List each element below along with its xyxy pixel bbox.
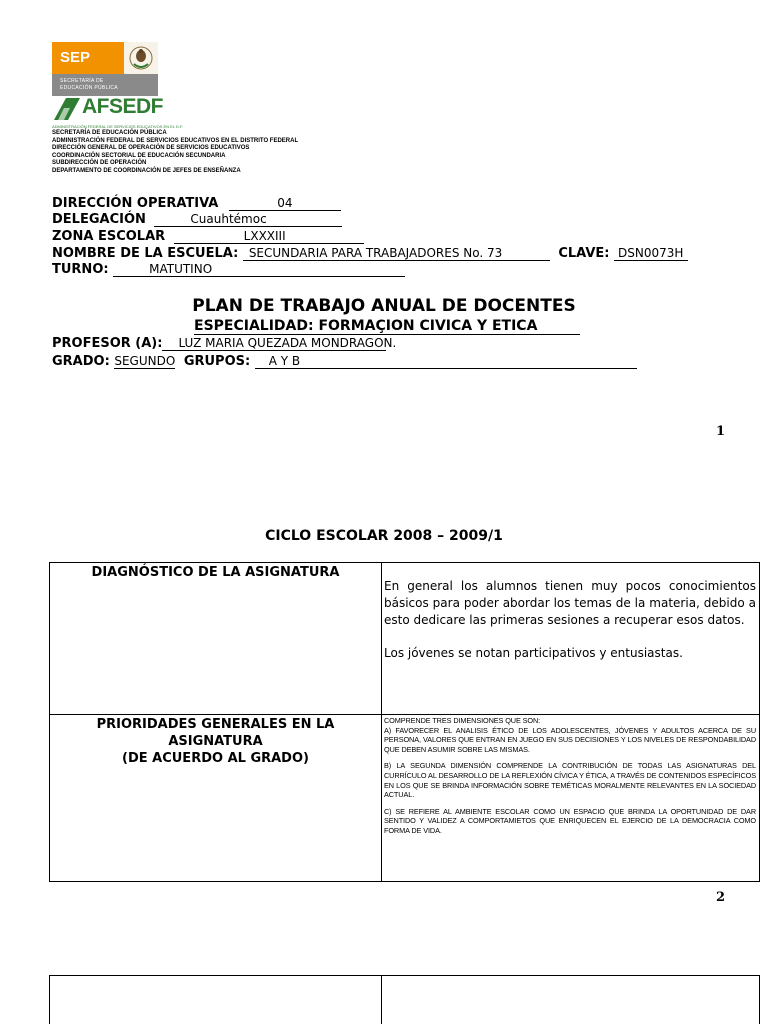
sep-subtitle [52,74,158,96]
prioridades-paragraph: C) SE REFIERE AL AMBIENTE ESCOLAR COMO UN ESPACIO QUE BRINDA LA OPORTUNIDAD DE DAR SENTIDO Y VALIDEZ A COMPORTAMIETOS QUE ENRIQUECEN EL EJERCIO DE LA DEMOCRACIA COMO FORMA DE VIDA. [384,806,756,835]
direccion-label: DIRECCIÓN OPERATIVA [52,196,219,211]
grado-label: GRADO [52,354,105,369]
ciclo-escolar-heading: CICLO ESCOLAR 2008 – 2009/1 [265,528,503,544]
profesor-label: PROFESOR (A) [52,336,158,351]
diagnostico-content [384,578,756,662]
turno-value: MATUTINO [113,263,405,277]
clave-label: CLAVE [558,246,605,261]
zona-label: ZONA ESCOLAR [52,229,166,244]
afsedf-logo-text: AFSEDF [82,95,163,118]
prioridades-heading-line: ASIGNATURA [168,734,263,749]
grupos-value: A Y B [255,355,637,369]
sep-logo [52,42,124,74]
prioridades-heading-line: (DE ACUERDO AL GRADO) [122,751,309,766]
institution-line: DIRECCIÓN GENERAL DE OPERACIÓN DE SERVICIOS EDUCATIVOS [52,145,250,152]
institution-line: SUBDIRECCIÓN DE OPERACIÓN [52,160,147,167]
profesor-field: PROFESOR (A): LUZ MARIA QUEZADA MONDRAGON. [52,336,397,351]
direccion-value: 04 [229,197,341,211]
turno-field: TURNO: MATUTINO [52,262,405,277]
sep-subtitle-line: SECRETARÍA DE [60,78,104,84]
institution-line: SECRETARÍA DE EDUCACIÓN PÚBLICA [52,130,167,136]
delegacion-field [52,212,342,227]
page-number: 1 [716,424,726,439]
prioridades-paragraph: B) LA SEGUNDA DIMENSIÓN COMPRENDE LA CONTRIBUCIÓN DE TODAS LAS ASIGNATURAS DEL CURRÍCULO AL DESARROLLO DE LA REFLEXIÓN CÍVICA Y ÉTICA, A TRAVÉS DE CONTENIDOS ESPECÍFICOS EN LOS QUE SE BRINDA INFORMACIÓN SOBRE TEMÉTICAS MORALMENTE RELEVANTES EN LA SOCIEDAD ACTUAL. [384,761,756,800]
clave-value: DSN0073H [614,247,688,261]
zona-value: LXXXIII [174,230,364,244]
prioridades-content [384,716,756,843]
mexico-seal-icon [124,42,158,74]
prioridades-paragraph: COMPRENDE TRES DIMENSIONES QUE SON: [384,716,541,725]
prioridades-heading-line: PRIORIDADES GENERALES EN LA [96,717,335,732]
escuela-label: NOMBRE DE LA ESCUELA [52,246,234,261]
prioridades-heading [52,716,379,767]
sep-logo-text: SEP [60,49,91,66]
institution-line: COORDINACIÓN SECTORIAL DE EDUCACIÓN SECUNDARIA [52,152,226,159]
diagnostico-heading: DIAGNÓSTICO DE LA ASIGNATURA [91,565,340,580]
grupos-label: GRUPOS [183,354,245,369]
next-table [49,975,760,1024]
nombre-escuela-field: NOMBRE DE LA ESCUELA: SECUNDARIA PARA TRABAJADORES No. 73 CLAVE: DSN0073H [52,246,688,261]
institution-lines [52,130,298,176]
institution-line: ADMINISTRACIÓN FEDERAL DE SERVICIOS EDUCATIVOS EN EL DISTRITO FEDERAL [52,137,299,144]
escuela-value: SECUNDARIA PARA TRABAJADORES No. 73 [243,247,550,261]
grado-grupos-field: GRADO: SEGUNDO GRUPOS: A Y B [52,354,637,369]
table-row-divider [50,714,759,715]
direccion-operativa-field [52,196,341,211]
grado-value: SEGUNDO [114,354,176,368]
delegacion-label: DELEGACIÓN [52,212,146,227]
institution-line: DEPARTAMENTO DE COORDINACIÓN DE JEFES DE ENSEÑANZA [52,167,241,174]
prioridades-paragraph: A) FAVORECER EL ANALISIS ÉTICO DE LOS ADOLESCENTES, JÓVENES Y ADULTOS ACERCA DE SU PERSONA, VALORES QUE ENTRAN EN JUEGO EN SUS DECISIONES Y LOS NIVELES DE RESPONDABILIDAD QUE DEBEN ASUMIR SOBRE LAS MISMAS. [384,725,756,754]
afsedf-tagline: ADMINISTRACIÓN FEDERAL DE SERVICIOS EDUCATIVOS EN EL D.F. [52,124,184,129]
diagnostico-paragraph: Los jóvenes se notan participativos y entusiastas. [384,646,683,660]
especialidad-heading: ESPECIALIDAD: FORMAÇION CIVICA Y ETICA [194,319,580,335]
page-number: 2 [716,890,726,905]
table-column-divider [381,563,382,881]
zona-escolar-field [52,229,364,244]
delegacion-value: Cuauhtémoc [154,213,342,227]
profesor-value: LUZ MARIA QUEZADA MONDRAGON. [162,337,386,351]
turno-label: TURNO [52,262,104,277]
sep-subtitle-line: EDUCACIÓN PÚBLICA [60,85,118,91]
page-title: PLAN DE TRABAJO ANUAL DE DOCENTES [192,296,576,316]
diagnostico-paragraph: En general los alumnos tienen muy pocos conocimientos básicos para poder abordar los temas de la materia, debido a esto dedicare las primeras sesiones a recuperar esos datos. [384,579,756,627]
next-table-column-divider [381,976,382,1024]
